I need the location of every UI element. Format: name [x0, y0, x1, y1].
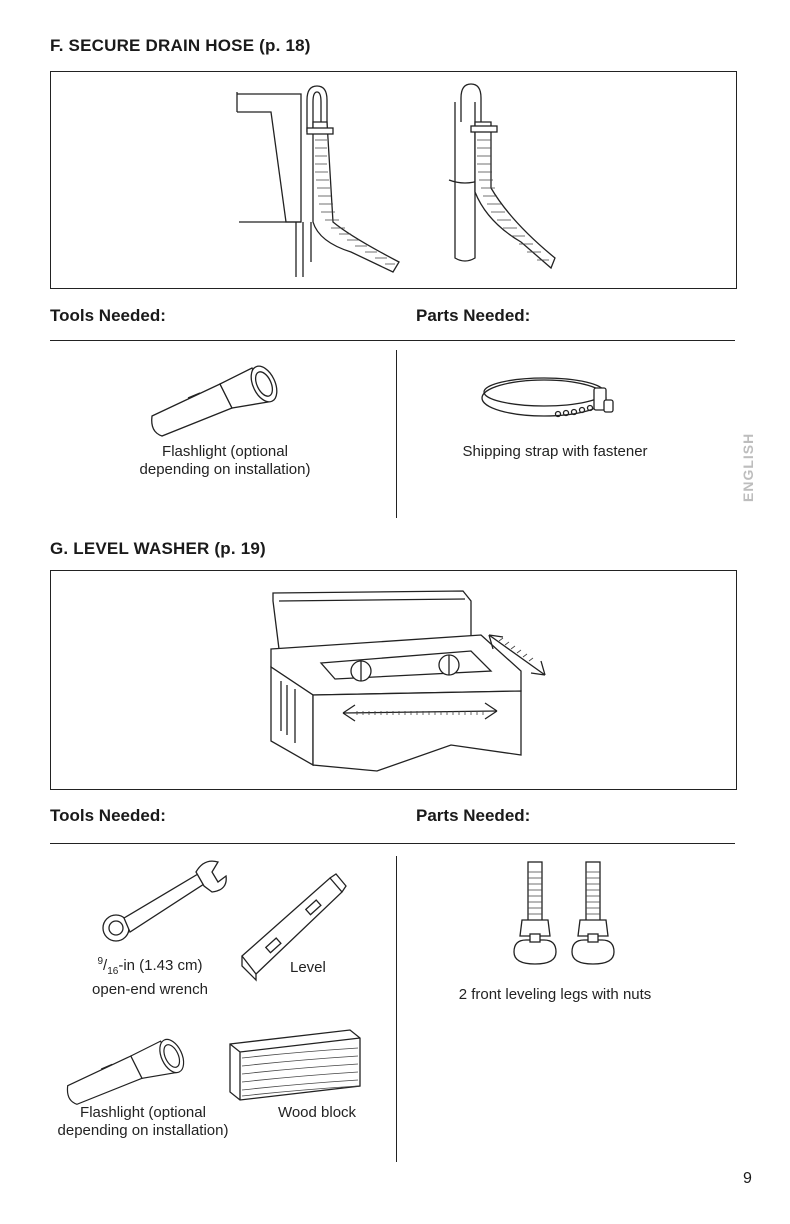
flashlight-caption-line1: Flashlight (optional: [162, 443, 288, 460]
section-f-divider: [50, 340, 735, 341]
flashlight-icon: [64, 1030, 194, 1108]
page-number: 9: [743, 1170, 752, 1187]
section-g-title: G. LEVEL WASHER (p. 19): [50, 539, 266, 558]
flashlight-caption-line2: depending on installation): [139, 461, 311, 478]
drain-hose-illustration: [50, 71, 737, 289]
fraction-numerator: 9: [97, 956, 104, 967]
section-f-column-divider: [396, 350, 397, 518]
flashlight-icon: [148, 358, 288, 438]
leveling-legs-caption: 2 front leveling legs with nuts: [458, 986, 652, 1003]
section-g-column-divider: [396, 856, 397, 1162]
section-f-parts-heading: Parts Needed:: [416, 306, 531, 325]
wrench-caption-line1: $^9/_{16}-in$ (1.43 cm): [97, 956, 203, 977]
wood-block-caption: Wood block: [277, 1104, 357, 1121]
flashlight-caption-g-line1: Flashlight (optional: [80, 1104, 206, 1121]
section-f-tools-heading: Tools Needed:: [50, 306, 166, 325]
wrench-size-text: -in (1.43 cm): [118, 957, 203, 974]
section-g-parts-heading: Parts Needed:: [416, 806, 531, 825]
flashlight-caption-g: [28, 1104, 258, 1140]
level-caption: Level: [290, 959, 326, 976]
section-g-tools-heading: Tools Needed:: [50, 806, 166, 825]
leveling-legs-icon: [506, 856, 626, 976]
drain-hose-left: [307, 86, 399, 272]
wrench-caption: [60, 953, 240, 999]
washer-drawing: [271, 591, 521, 771]
section-f-title: F. SECURE DRAIN HOSE (p. 18): [50, 36, 311, 55]
fraction-denominator: 16: [107, 966, 119, 977]
laundry-tub-drawing: [237, 92, 311, 277]
shipping-strap-caption: Shipping strap with fastener: [462, 443, 648, 460]
wrench-icon: [100, 856, 230, 946]
standpipe-drawing: [449, 84, 555, 268]
language-side-tab: ENGLISH: [740, 432, 756, 502]
flashlight-caption-g-line2: depending on installation): [57, 1122, 229, 1139]
wood-block-icon: [226, 1026, 366, 1102]
wrench-caption-line2: open-end wrench: [92, 981, 208, 998]
shipping-strap-icon: [476, 370, 626, 430]
section-g-divider: [50, 843, 735, 844]
level-washer-illustration: [50, 570, 737, 790]
flashlight-caption: [110, 443, 340, 479]
